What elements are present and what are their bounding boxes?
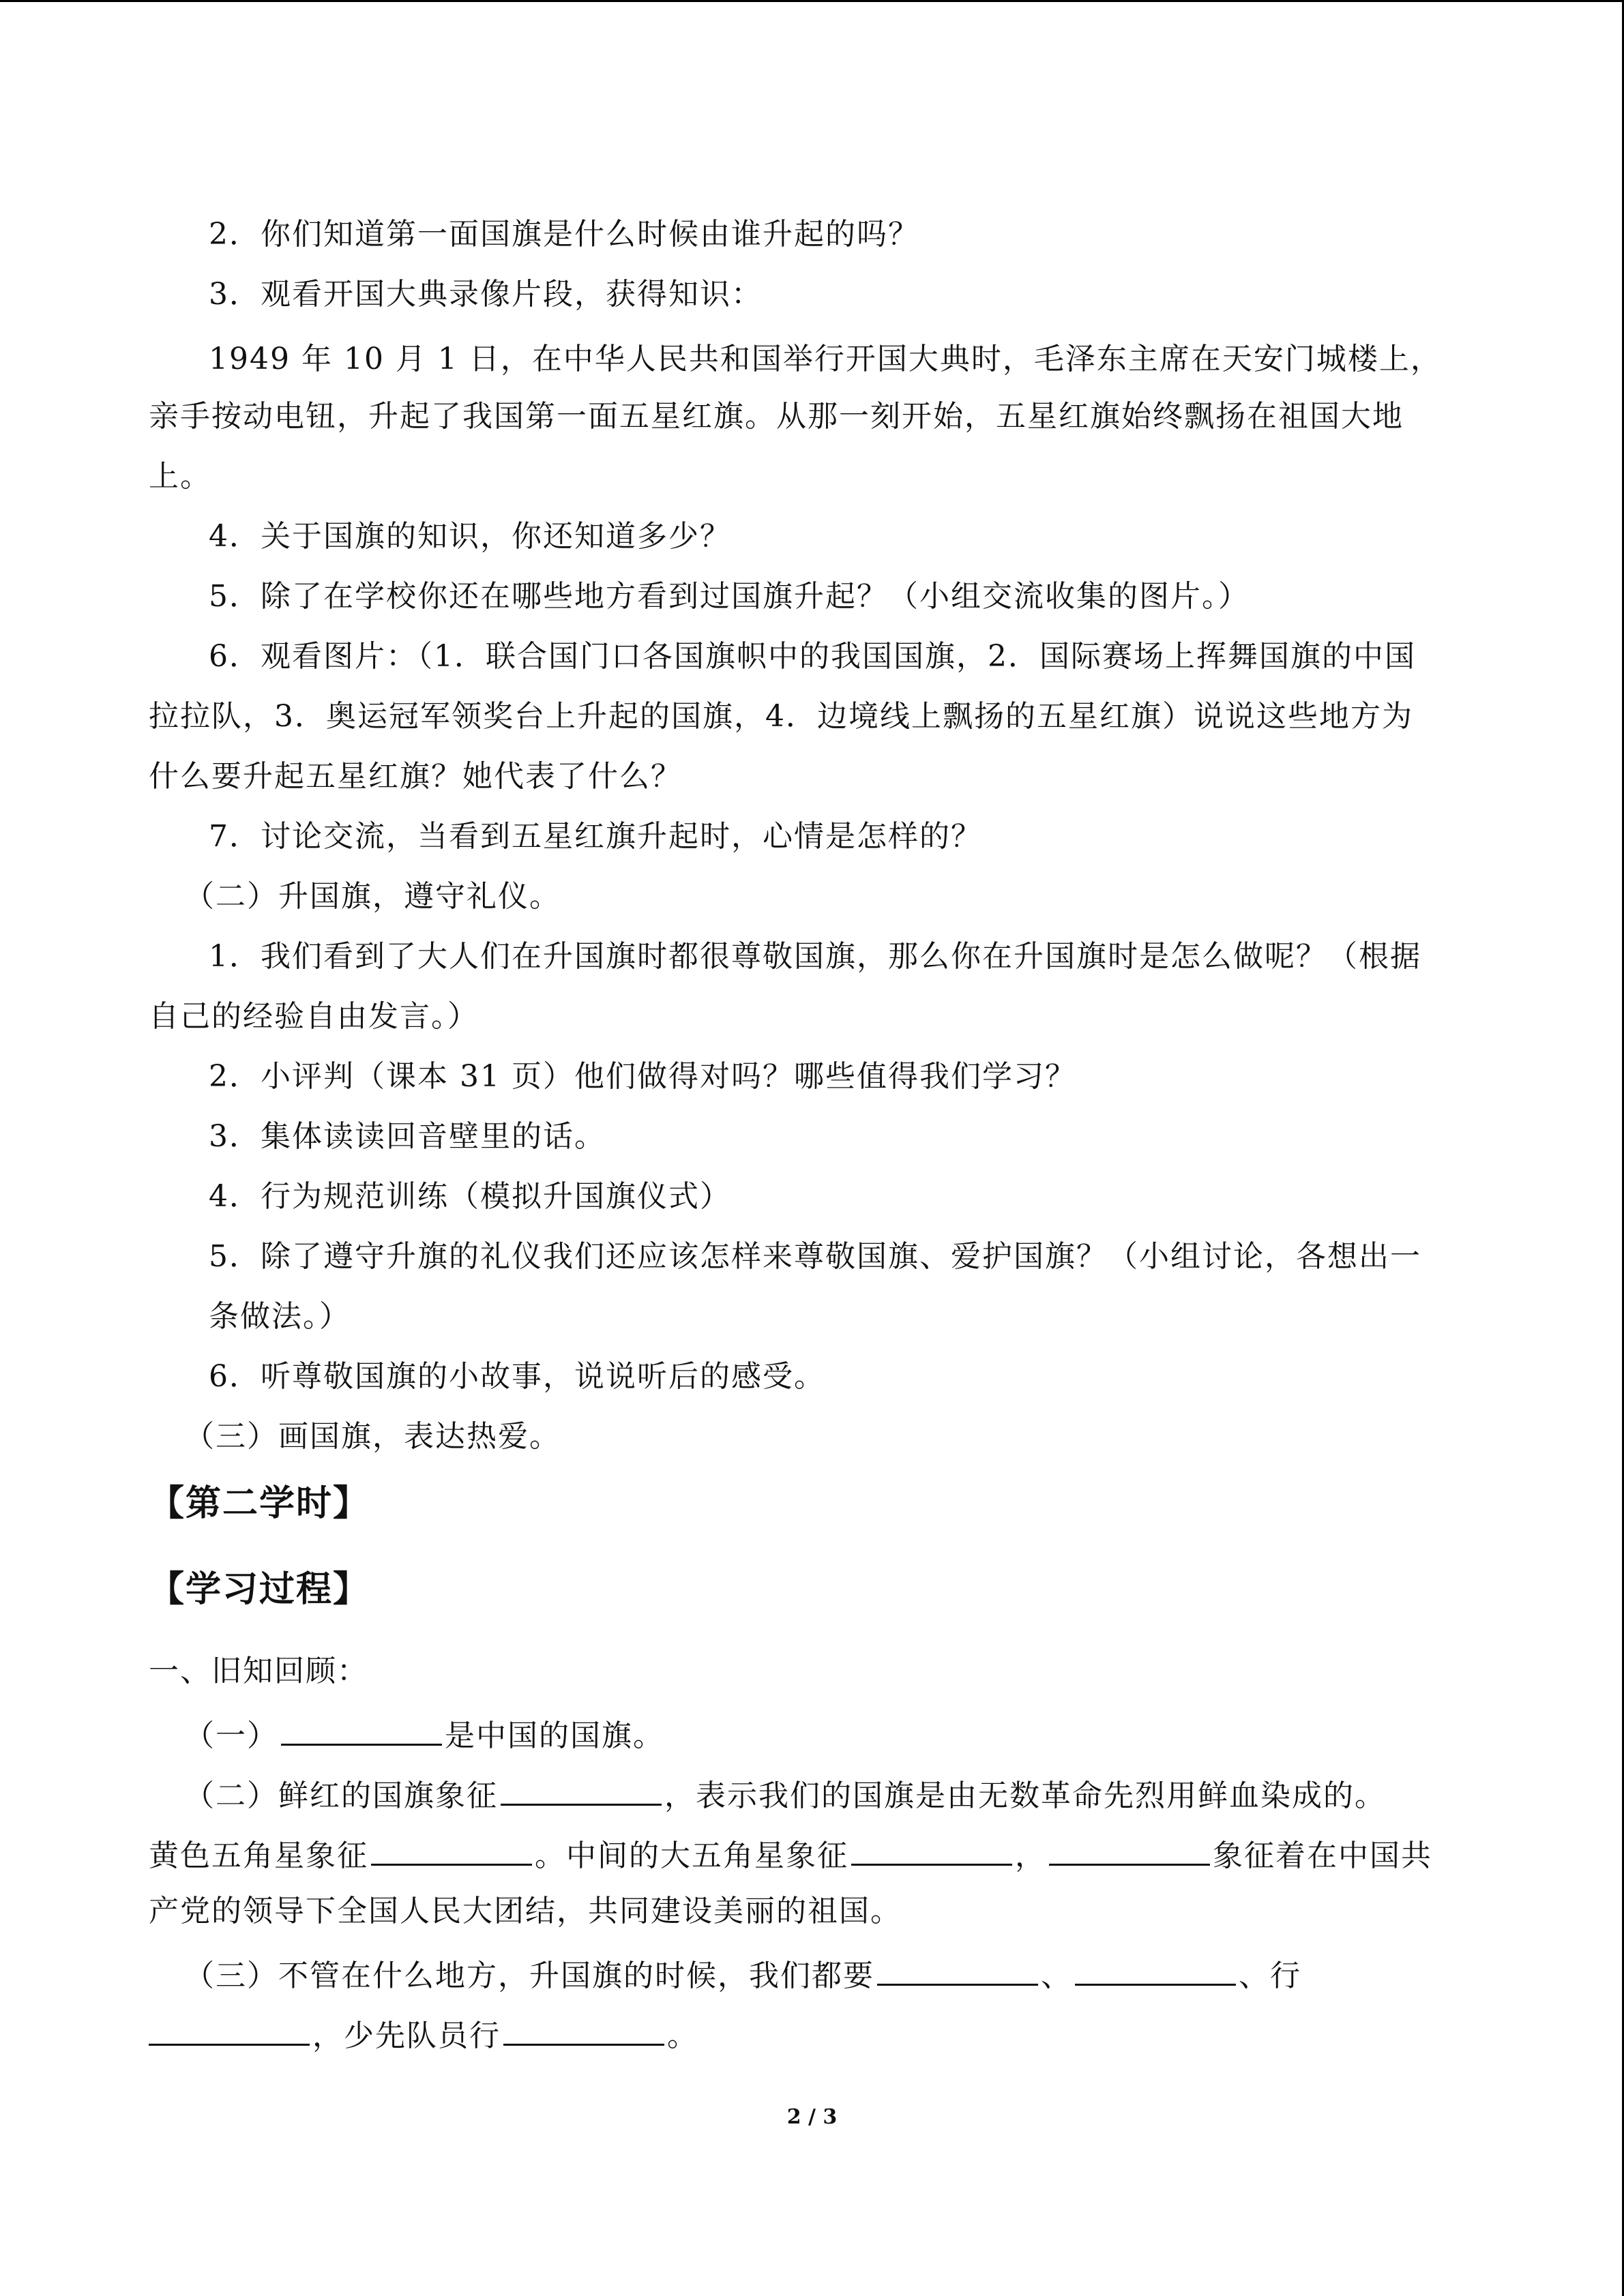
q3-text: 、 xyxy=(1041,1958,1072,1993)
text-line: 2．你们知道第一面国旗是什么时候由谁升起的吗？ xyxy=(209,217,919,252)
fill-blank[interactable] xyxy=(877,1952,1038,1986)
fill-blank[interactable] xyxy=(1075,1952,1236,1986)
review-question-2-line2 xyxy=(149,1832,1432,1875)
text-line: 什么要升起五星红旗？她代表了什么？ xyxy=(149,759,682,794)
text-line: 3．观看开国大典录像片段，获得知识： xyxy=(209,277,763,312)
fill-blank[interactable] xyxy=(501,1772,662,1806)
fill-blank[interactable] xyxy=(281,1712,442,1746)
q2-text: 黄色五角星象征 xyxy=(149,1838,368,1873)
fill-blank[interactable] xyxy=(149,2012,310,2046)
review-question-2-line1 xyxy=(184,1772,1386,1815)
text-line: 拉拉队，3．奥运冠军领奖台上升起的国旗，4．边境线上飘扬的五星红旗）说说这些地方为 xyxy=(149,699,1413,734)
fill-blank[interactable] xyxy=(1049,1832,1210,1866)
q2-text: 。中间的大五角星象征 xyxy=(535,1838,848,1873)
q2-text: （二）鲜红的国旗象征 xyxy=(184,1778,498,1813)
text-line: 2．小评判（课本 31 页）他们做得对吗？哪些值得我们学习？ xyxy=(209,1059,1076,1094)
page-number: 2 / 3 xyxy=(786,2105,838,2129)
text-line: 6．观看图片：（1．联合国门口各国旗帜中的我国国旗，2．国际赛场上挥舞国旗的中国 xyxy=(209,639,1416,674)
text-line: 上。 xyxy=(149,459,211,494)
heading-learning-process: 【学习过程】 xyxy=(149,1569,370,1610)
q3-text: ，少先队员行 xyxy=(312,2018,501,2053)
text-line: 条做法。） xyxy=(209,1299,351,1334)
q3-text: 。 xyxy=(667,2018,698,2053)
text-line: （二）升国旗，遵守礼仪。 xyxy=(184,879,561,914)
text-line: 1949 年 10 月 1 日，在中华人民共和国举行开国大典时，毛泽东主席在天安门城楼上， xyxy=(209,342,1442,376)
q3-text: （三）不管在什么地方，升国旗的时候，我们都要 xyxy=(184,1958,874,1993)
q2-text: ， xyxy=(1015,1838,1046,1873)
fill-blank[interactable] xyxy=(503,2012,664,2046)
q2-text: ，表示我们的国旗是由无数革命先烈用鲜血染成的。 xyxy=(664,1778,1386,1813)
fill-blank[interactable] xyxy=(371,1832,532,1866)
text-line: 1．我们看到了大人们在升国旗时都很尊敬国旗，那么你在升国旗时是怎么做呢？（根据 xyxy=(209,939,1421,974)
review-title: 一、旧知回顾： xyxy=(149,1654,368,1688)
heading-second-period: 【第二学时】 xyxy=(149,1483,370,1524)
text-line: 5．除了遵守升旗的礼仪我们还应该怎样来尊敬国旗、爱护国旗？（小组讨论，各想出一 xyxy=(209,1239,1421,1274)
text-line: 6．听尊敬国旗的小故事，说说听后的感受。 xyxy=(209,1359,825,1394)
fill-blank[interactable] xyxy=(851,1832,1012,1866)
review-question-1 xyxy=(184,1712,664,1755)
text-line: 5．除了在学校你还在哪些地方看到过国旗升起？（小组交流收集的图片。） xyxy=(209,579,1250,614)
text-line: 自己的经验自由发言。） xyxy=(149,999,479,1034)
review-question-2-line3: 产党的领导下全国人民大团结，共同建设美丽的祖国。 xyxy=(149,1894,902,1928)
text-line: 4．行为规范训练（模拟升国旗仪式） xyxy=(209,1179,731,1214)
q1-suffix: 是中国的国旗。 xyxy=(445,1718,664,1753)
review-question-3-line2 xyxy=(149,2012,698,2055)
q3-text: 、行 xyxy=(1239,1958,1301,1993)
text-line: 3．集体读读回音壁里的话。 xyxy=(209,1119,606,1154)
q1-prefix: （一） xyxy=(184,1718,278,1753)
q2-text: 象征着在中国共 xyxy=(1213,1838,1432,1873)
review-question-3-line1 xyxy=(184,1952,1301,1995)
text-line: 亲手按动电钮，升起了我国第一面五星红旗。从那一刻开始，五星红旗始终飘扬在祖国大地 xyxy=(149,399,1404,434)
text-line: 4．关于国旗的知识，你还知道多少？ xyxy=(209,519,731,554)
text-line: 7．讨论交流，当看到五星红旗升起时，心情是怎样的？ xyxy=(209,819,982,854)
text-line: （三）画国旗，表达热爱。 xyxy=(184,1419,561,1454)
